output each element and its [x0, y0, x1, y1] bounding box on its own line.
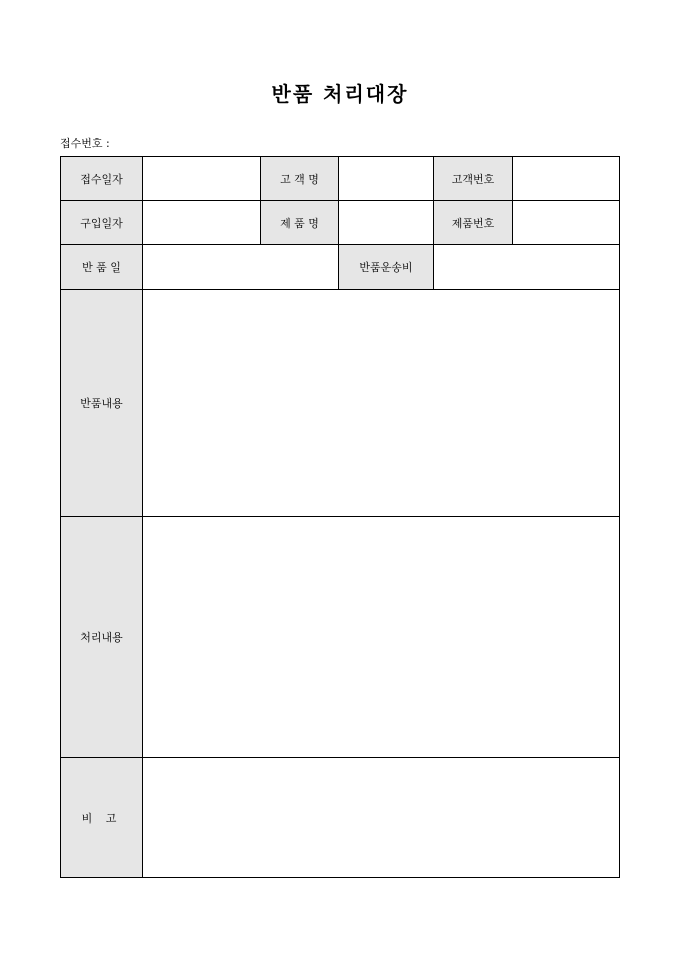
- purchase-date-field[interactable]: [143, 201, 261, 245]
- purchase-date-label: 구입일자: [61, 201, 143, 245]
- customer-name-field[interactable]: [339, 157, 434, 201]
- product-number-label: 제품번호: [434, 201, 513, 245]
- receipt-number-label: 접수번호 :: [60, 137, 110, 150]
- return-processing-form: [60, 156, 620, 878]
- form-row-return: [61, 245, 620, 290]
- return-details-field[interactable]: [143, 290, 620, 517]
- customer-number-field[interactable]: [513, 157, 620, 201]
- form-row-processing-details: [61, 517, 620, 758]
- document-title: 반품 처리대장: [271, 82, 409, 106]
- processing-details-label: 처리내용: [61, 517, 143, 758]
- form-row-remarks: [61, 758, 620, 878]
- return-date-field[interactable]: [143, 245, 339, 290]
- remarks-label: 비 고: [61, 758, 143, 878]
- product-name-field[interactable]: [339, 201, 434, 245]
- return-details-label: 반품내용: [61, 290, 143, 517]
- product-name-label: 제 품 명: [261, 201, 339, 245]
- return-shipping-label: 반품운송비: [339, 245, 434, 290]
- remarks-field[interactable]: [143, 758, 620, 878]
- return-shipping-field[interactable]: [434, 245, 620, 290]
- product-number-field[interactable]: [513, 201, 620, 245]
- customer-number-label: 고객번호: [434, 157, 513, 201]
- processing-details-field[interactable]: [143, 517, 620, 758]
- form-row-receipt: [61, 157, 620, 201]
- return-date-label: 반 품 일: [61, 245, 143, 290]
- customer-name-label: 고 객 명: [261, 157, 339, 201]
- receipt-date-label: 접수일자: [61, 157, 143, 201]
- receipt-date-field[interactable]: [143, 157, 261, 201]
- form-row-return-details: [61, 290, 620, 517]
- form-row-purchase: [61, 201, 620, 245]
